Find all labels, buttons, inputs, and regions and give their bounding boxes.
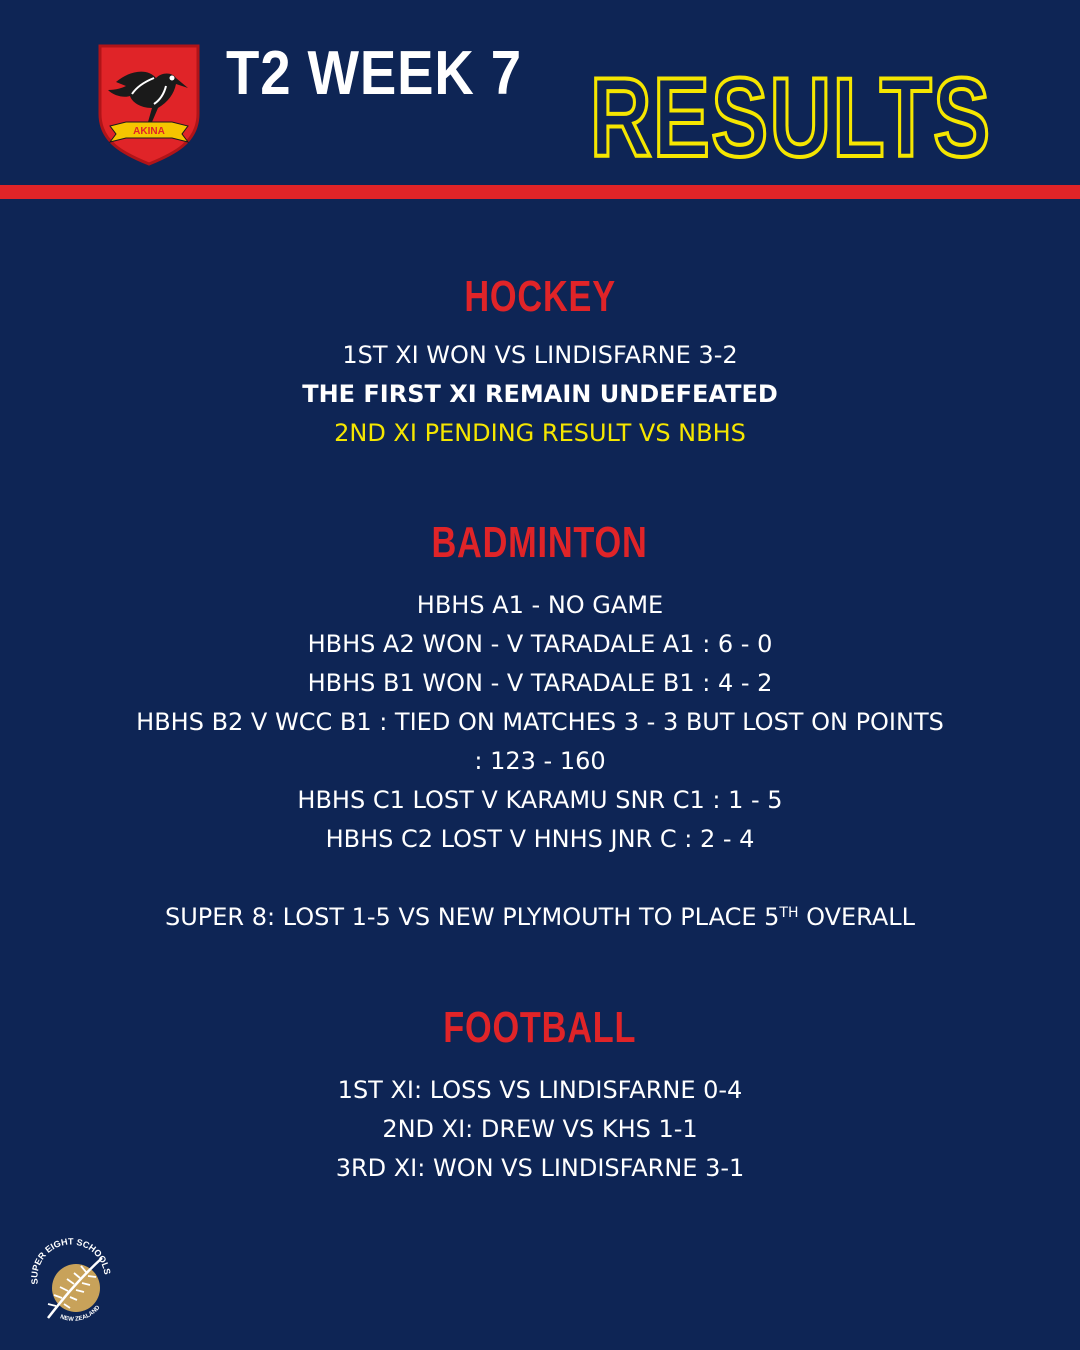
school-crest-logo [96,42,202,166]
badminton-result-line: HBHS A2 WON - V TARADALE A1 : 6 - 0 [307,630,773,658]
super8-ordinal-suffix: TH [779,905,799,921]
badminton-section [0,518,1080,937]
football-result-line: 1ST XI: LOSS VS LINDISFARNE 0-4 [337,1076,743,1104]
football-heading: FOOTBALL [443,1003,637,1052]
results-title: RESULTS [590,55,992,180]
badminton-result-line: HBHS C2 LOST V HNHS JNR C : 2 - 4 [325,825,755,853]
football-result-line: 3RD XI: WON VS LINDISFARNE 3-1 [335,1154,745,1182]
badminton-result-line: HBHS B1 WON - V TARADALE B1 : 4 - 2 [307,669,773,697]
badminton-result-line: HBHS B2 V WCC B1 : TIED ON MATCHES 3 - 3 BUT LOST ON POINTS [136,708,944,736]
badminton-result-line: : 123 - 160 [474,747,606,775]
super8-summary-text: SUPER 8: LOST 1-5 VS NEW PLYMOUTH TO PLACE 5 [164,903,780,931]
badminton-result-line: HBHS C1 LOST V KARAMU SNR C1 : 1 - 5 [297,786,783,814]
hockey-result-line: 1ST XI WON VS LINDISFARNE 3-2 [342,341,738,369]
super8-summary-end: OVERALL [798,903,916,931]
badge-bottom-text: NEW ZEALAND [59,1304,102,1323]
badminton-result-line: HBHS A1 - NO GAME [416,591,664,619]
hockey-pending-line: 2ND XI PENDING RESULT VS NBHS [334,419,746,447]
crest-motto: AKINA [133,126,165,137]
football-result-line: 2ND XI: DREW VS KHS 1-1 [382,1115,698,1143]
super-eight-schools-logo [26,1236,116,1326]
super8-summary-line [0,898,1080,937]
hockey-highlight-line: THE FIRST XI REMAIN UNDEFEATED [302,380,778,408]
hockey-heading: HOCKEY [464,272,616,321]
week-title: T2 WEEK 7 [226,39,522,108]
football-section [0,1003,1080,1188]
badminton-heading: BADMINTON [431,518,649,567]
badge-top-text: SUPER EIGHT SCHOOLS [29,1236,113,1285]
header-divider [0,185,1080,199]
hockey-section [0,272,1080,453]
